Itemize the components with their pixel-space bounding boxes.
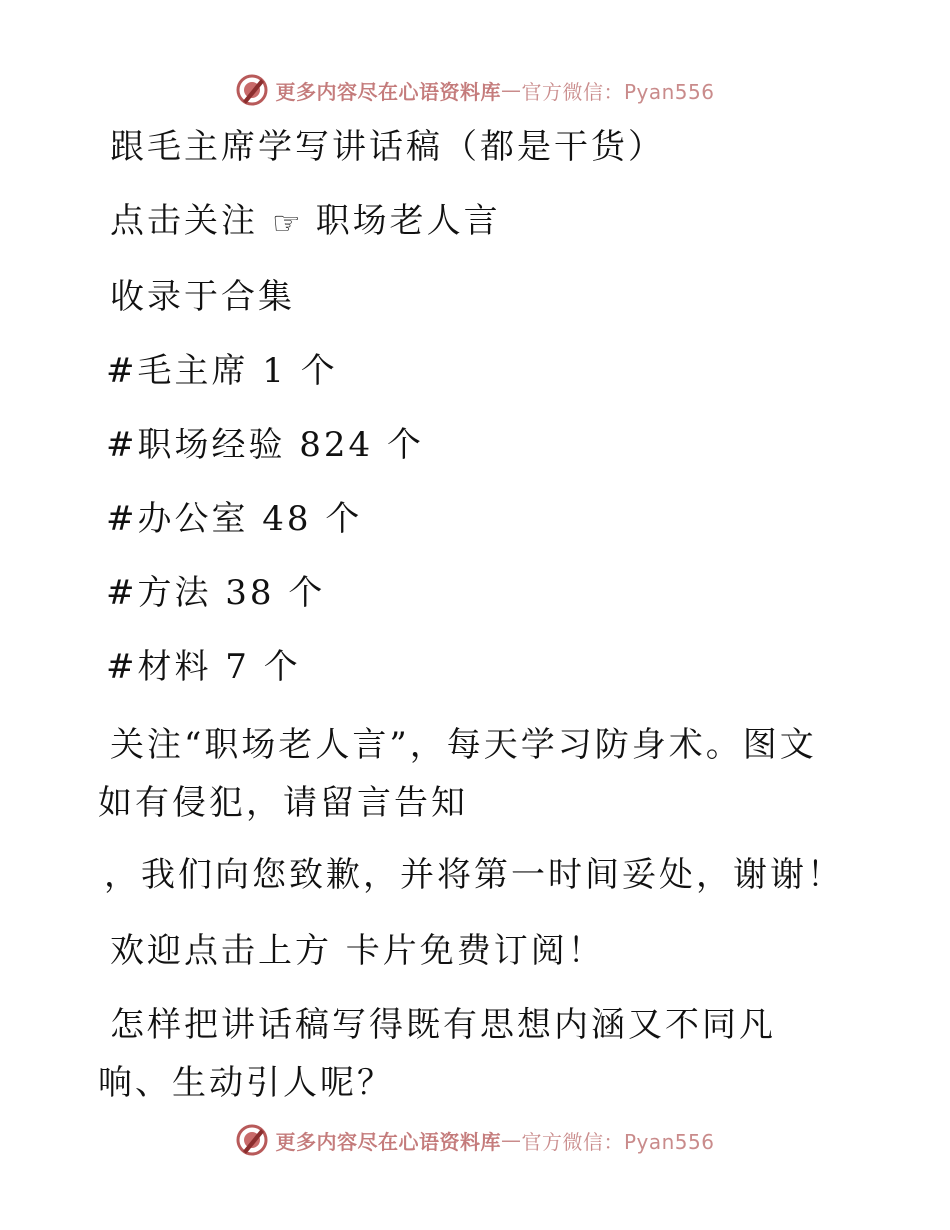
watermark-wechat: 官方微信：Pyan556 xyxy=(521,1129,715,1154)
pointing-hand-icon: ☞ xyxy=(272,204,304,242)
watermark-footer xyxy=(0,1120,950,1160)
tag-materials[interactable]: #材料 7 个 xyxy=(106,647,301,687)
watermark-dash: — xyxy=(500,1128,522,1152)
watermark-dash: — xyxy=(500,78,522,102)
subscribe-prompt: 欢迎点击上方 卡片免费订阅！ xyxy=(110,931,605,971)
pen-logo-icon xyxy=(235,1123,269,1157)
watermark-site-name: 更多内容尽在心语资料库 xyxy=(275,79,501,104)
copyright-notice: 关注“职场老人言”，每天学习防身术。图文如有侵犯，请留言告知 xyxy=(98,725,817,823)
follow-account-link[interactable]: 职场老人言 xyxy=(315,201,501,241)
pen-logo-icon xyxy=(235,73,269,107)
article-title: 跟毛主席学写讲话稿（都是干货） xyxy=(110,127,665,167)
document-body xyxy=(0,124,950,1112)
follow-line[interactable] xyxy=(0,198,950,246)
watermark-header xyxy=(0,70,950,110)
collection-label: 收录于合集 xyxy=(110,277,295,317)
apology-notice: ，我们向您致歉，并将第一时间妥处，谢谢！ xyxy=(104,855,844,895)
watermark-wechat: 官方微信：Pyan556 xyxy=(521,79,715,104)
watermark-site-name: 更多内容尽在心语资料库 xyxy=(275,1129,501,1154)
intro-question: 怎样把讲话稿写得既有思想内涵又不同凡响、生动引人呢？ xyxy=(98,1005,776,1103)
tag-office[interactable]: #办公室 48 个 xyxy=(106,499,363,539)
follow-prefix: 点击关注 xyxy=(110,201,258,241)
tag-workplace-experience[interactable]: #职场经验 824 个 xyxy=(106,425,424,465)
tag-method[interactable]: #方法 38 个 xyxy=(106,573,326,613)
tag-mao[interactable]: #毛主席 1 个 xyxy=(106,351,338,391)
